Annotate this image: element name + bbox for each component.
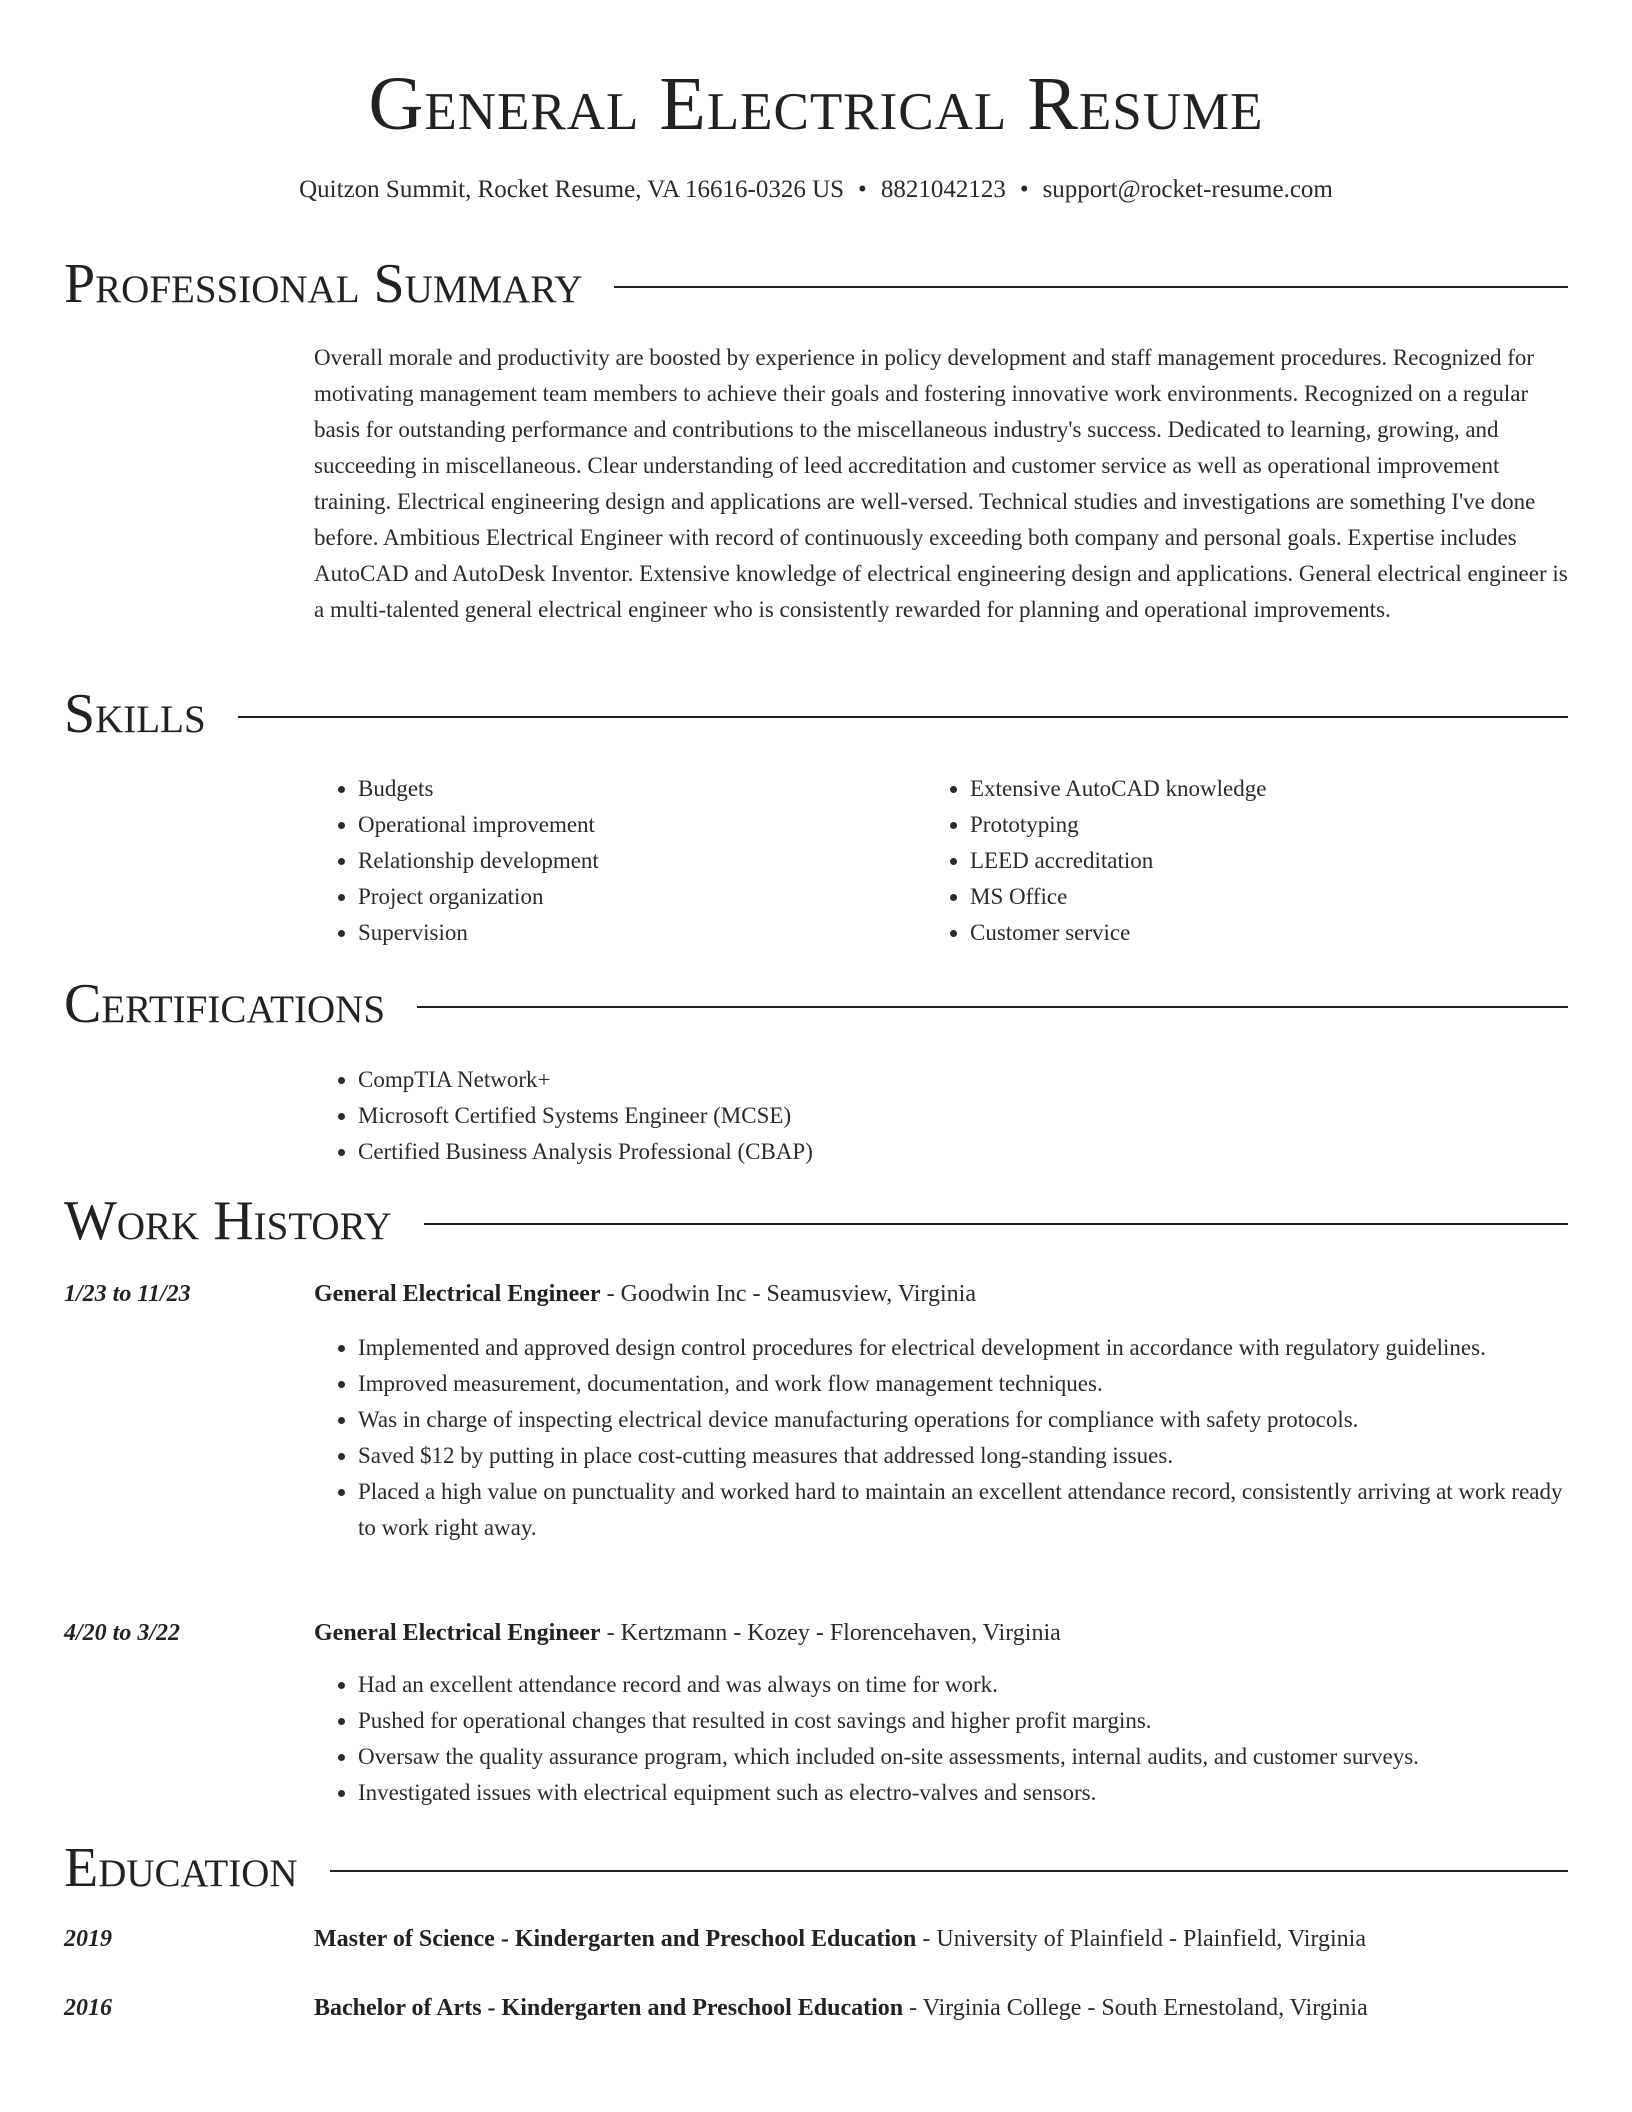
skill-item: • Project organization xyxy=(358,879,924,915)
skill-item: • Relationship development xyxy=(358,843,924,879)
section-divider xyxy=(614,286,1568,288)
summary-section-title: Professional Summary xyxy=(64,253,583,315)
skill-item: • Budgets xyxy=(358,771,924,807)
skill-item: • Prototyping xyxy=(970,807,1536,843)
education-section-header xyxy=(64,1838,1568,1898)
job-bullet: • Had an excellent attendance record and was always on time for work. xyxy=(358,1667,1568,1703)
skills-list-right xyxy=(926,771,1536,951)
job-company-location: - Kertzmann - Kozey - Florencehaven, Virginia xyxy=(600,1620,1061,1646)
job-heading xyxy=(314,1615,1568,1651)
education-entry xyxy=(314,1921,1568,1957)
job-role: General Electrical Engineer xyxy=(314,1281,601,1307)
skills-list-left xyxy=(314,771,924,951)
job-bullet: • Investigated issues with electrical equipment such as electro-valves and sensors. xyxy=(358,1775,1568,1811)
education-school-location: - University of Plainfield - Plainfield, Virginia xyxy=(916,1926,1366,1952)
skills-section-title: Skills xyxy=(64,683,206,745)
skill-item: • Customer service xyxy=(970,915,1536,951)
section-divider xyxy=(417,1006,1568,1008)
education-section-title: Education xyxy=(64,1837,298,1899)
skill-item: • MS Office xyxy=(970,879,1536,915)
job-bullet: • Pushed for operational changes that resulted in cost savings and higher profit margins. xyxy=(358,1703,1568,1739)
job-bullet: • Improved measurement, documentation, and work flow management techniques. xyxy=(358,1366,1568,1402)
certification-item: • Microsoft Certified Systems Engineer (MCSE) xyxy=(358,1098,1568,1134)
education-degree: Master of Science - Kindergarten and Preschool Education xyxy=(314,1926,917,1952)
education-year: 2016 xyxy=(64,1995,112,2021)
education-year: 2019 xyxy=(64,1926,112,1952)
work-history-section-title: Work History xyxy=(64,1190,392,1252)
job-company-location: - Goodwin Inc - Seamusview, Virginia xyxy=(600,1281,976,1307)
section-divider xyxy=(238,716,1568,718)
work-history-section-header xyxy=(64,1191,1568,1251)
section-divider xyxy=(424,1223,1568,1225)
education-degree: Bachelor of Arts - Kindergarten and Preschool Education xyxy=(314,1995,904,2021)
certification-item: • CompTIA Network+ xyxy=(358,1062,1568,1098)
job-dates: 4/20 to 3/22 xyxy=(64,1620,181,1646)
job-bullets xyxy=(314,1330,1568,1546)
contact-separator: • xyxy=(1019,176,1029,203)
contact-email: support@rocket-resume.com xyxy=(1042,176,1333,203)
certifications-list xyxy=(314,1062,1568,1170)
skill-item: • Extensive AutoCAD knowledge xyxy=(970,771,1536,807)
education-school-location: - Virginia College - South Ernestoland, Virginia xyxy=(903,1995,1368,2021)
certification-item: • Certified Business Analysis Professional (CBAP) xyxy=(358,1134,1568,1170)
contact-separator: • xyxy=(858,176,867,203)
summary-section-header xyxy=(64,254,1568,314)
contact-address: Quitzon Summit, Rocket Resume, VA 16616-0326 US xyxy=(299,176,845,203)
certifications-section-title: Certifications xyxy=(64,973,386,1035)
job-role: General Electrical Engineer xyxy=(314,1620,601,1646)
job-bullet: • Placed a high value on punctuality and worked hard to maintain an excellent attendance record, consistently arriving at work ready to work right away. xyxy=(358,1474,1568,1546)
skills-section-header xyxy=(64,684,1568,744)
job-bullet: • Was in charge of inspecting electrical device manufacturing operations for compliance with safety protocols. xyxy=(358,1402,1568,1438)
education-entry xyxy=(314,1990,1568,2026)
job-bullet: • Implemented and approved design control procedures for electrical development in accordance with regulatory guidelines. xyxy=(358,1330,1568,1366)
section-divider xyxy=(330,1870,1568,1872)
job-heading xyxy=(314,1276,1568,1312)
resume-title: General Electrical Resume xyxy=(368,62,1264,146)
skill-item: • LEED accreditation xyxy=(970,843,1536,879)
contact-line xyxy=(0,174,1632,206)
job-bullets xyxy=(314,1667,1568,1811)
job-bullet: • Saved $12 by putting in place cost-cutting measures that addressed long-standing issues. xyxy=(358,1438,1568,1474)
summary-text: Overall morale and productivity are boosted by experience in policy development and staff management procedures. Recognized for motivating management team members to achieve their goals and fostering innovative work environments. Recognized on a regular basis for outstanding performance and contributions to the miscellaneous industry's success. Dedicated to learning, growing, and succeeding in miscellaneous. Clear understanding of leed accreditation and customer service as well as operational improvement training. Electrical engineering design and applications are well-versed. Technical studies and investigations are something I've done before. Ambitious Electrical Engineer with record of continuously exceeding both company and personal goals. Expertise includes AutoCAD and AutoDesk Inventor. Extensive knowledge of electrical engineering design and applications. General electrical engineer is a multi-talented general electrical engineer who is consistently rewarded for planning and operational improvements. xyxy=(314,345,1568,622)
contact-phone: 8821042123 xyxy=(880,176,1006,203)
skill-item: • Supervision xyxy=(358,915,924,951)
job-dates: 1/23 to 11/23 xyxy=(64,1281,191,1307)
skill-item: • Operational improvement xyxy=(358,807,924,843)
job-bullet: • Oversaw the quality assurance program, which included on-site assessments, internal audits, and customer surveys. xyxy=(358,1739,1568,1775)
certifications-section-header xyxy=(64,974,1568,1034)
